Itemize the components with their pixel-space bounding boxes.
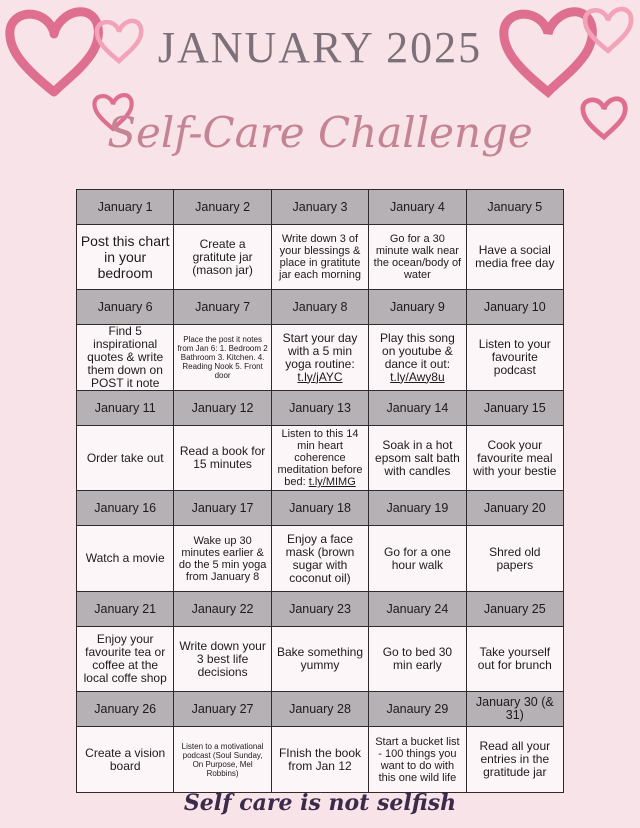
page-subtitle: Self-Care Challenge xyxy=(107,108,533,157)
day-header: January 17 xyxy=(174,491,271,526)
day-header: January 23 xyxy=(272,592,369,627)
day-header: January 30 (& 31) xyxy=(467,692,564,727)
day-header: January 7 xyxy=(174,290,271,325)
day-task: Enjoy your favourite tea or coffee at the local coffe shop xyxy=(77,627,174,692)
page-title: JANUARY 2025 xyxy=(157,23,483,72)
day-header: January 6 xyxy=(77,290,174,325)
day-header: January 3 xyxy=(272,190,369,225)
day-header: January 4 xyxy=(369,190,466,225)
day-header: January 5 xyxy=(467,190,564,225)
day-header: January 27 xyxy=(174,692,271,727)
day-task: Write down your 3 best life decisions xyxy=(174,627,271,692)
day-task xyxy=(272,325,369,391)
day-task: Take yourself out for brunch xyxy=(467,627,564,692)
day-task: Read a book for 15 minutes xyxy=(174,426,271,491)
day-task: Go for a one hour walk xyxy=(369,526,466,592)
day-header: January 28 xyxy=(272,692,369,727)
task-link[interactable]: t.ly/jAYC xyxy=(297,369,343,384)
challenge-calendar-grid xyxy=(76,189,564,793)
day-task: Have a social media free day xyxy=(467,225,564,290)
day-header: January 1 xyxy=(77,190,174,225)
day-header: January 18 xyxy=(272,491,369,526)
day-task xyxy=(272,426,369,491)
day-header: Janaury 29 xyxy=(369,692,466,727)
day-task xyxy=(369,325,466,391)
day-task: Listen to a motivational podcast (Soul Sunday, On Purpose, Mel Robbins) xyxy=(174,727,271,793)
day-task: Start a bucket list - 100 things you want to do with this one wild life xyxy=(369,727,466,793)
day-header: January 25 xyxy=(467,592,564,627)
day-header: January 24 xyxy=(369,592,466,627)
task-text: Listen to this 14 min heart coherence meditation before bed: xyxy=(277,428,363,488)
day-task: Post this chart in your bedroom xyxy=(77,225,174,290)
day-task: Wake up 30 minutes earlier & do the 5 min yoga from January 8 xyxy=(174,526,271,592)
task-text: Start your day with a 5 min yoga routine: xyxy=(282,330,358,371)
day-header: January 8 xyxy=(272,290,369,325)
day-task: Find 5 inspirational quotes & write them down on POST it note xyxy=(77,325,174,391)
day-header: January 19 xyxy=(369,491,466,526)
day-task: Create a vision board xyxy=(77,727,174,793)
footer-slogan: Self care is not selfish xyxy=(183,790,457,816)
day-task: Order take out xyxy=(77,426,174,491)
day-header: January 10 xyxy=(467,290,564,325)
day-header: January 21 xyxy=(77,592,174,627)
day-task: Go for a 30 minute walk near the ocean/body of water xyxy=(369,225,466,290)
task-link[interactable]: t.ly/MIMG xyxy=(308,476,356,488)
day-task: Shred old papers xyxy=(467,526,564,592)
day-header: January 14 xyxy=(369,391,466,426)
day-task: Place the post it notes from Jan 6: 1. Bedroom 2 Bathroom 3. Kitchen. 4. Reading Nook 5. Front door xyxy=(174,325,271,391)
day-task: Watch a movie xyxy=(77,526,174,592)
day-task: Enjoy a face mask (brown sugar with coconut oil) xyxy=(272,526,369,592)
day-header: January 26 xyxy=(77,692,174,727)
day-task: FInish the book from Jan 12 xyxy=(272,727,369,793)
day-task: Create a gratitute jar (mason jar) xyxy=(174,225,271,290)
day-task: Listen to your favourite podcast xyxy=(467,325,564,391)
day-header: January 11 xyxy=(77,391,174,426)
day-header: January 9 xyxy=(369,290,466,325)
day-task: Cook your favourite meal with your bestie xyxy=(467,426,564,491)
day-header: January 15 xyxy=(467,391,564,426)
day-header: January 20 xyxy=(467,491,564,526)
day-task: Read all your entries in the gratitude jar xyxy=(467,727,564,793)
task-link[interactable]: t.ly/Awy8u xyxy=(390,369,445,384)
day-header: January 2 xyxy=(174,190,271,225)
day-task: Go to bed 30 min early xyxy=(369,627,466,692)
day-task: Soak in a hot epsom salt bath with candles xyxy=(369,426,466,491)
day-task: Bake something yummy xyxy=(272,627,369,692)
day-task: Write down 3 of your blessings & place in gratitute jar each morning xyxy=(272,225,369,290)
day-header: Janaury 22 xyxy=(174,592,271,627)
day-header: January 13 xyxy=(272,391,369,426)
task-text: Play this song on youtube & dance it out: xyxy=(380,330,455,371)
day-header: January 16 xyxy=(77,491,174,526)
day-header: January 12 xyxy=(174,391,271,426)
